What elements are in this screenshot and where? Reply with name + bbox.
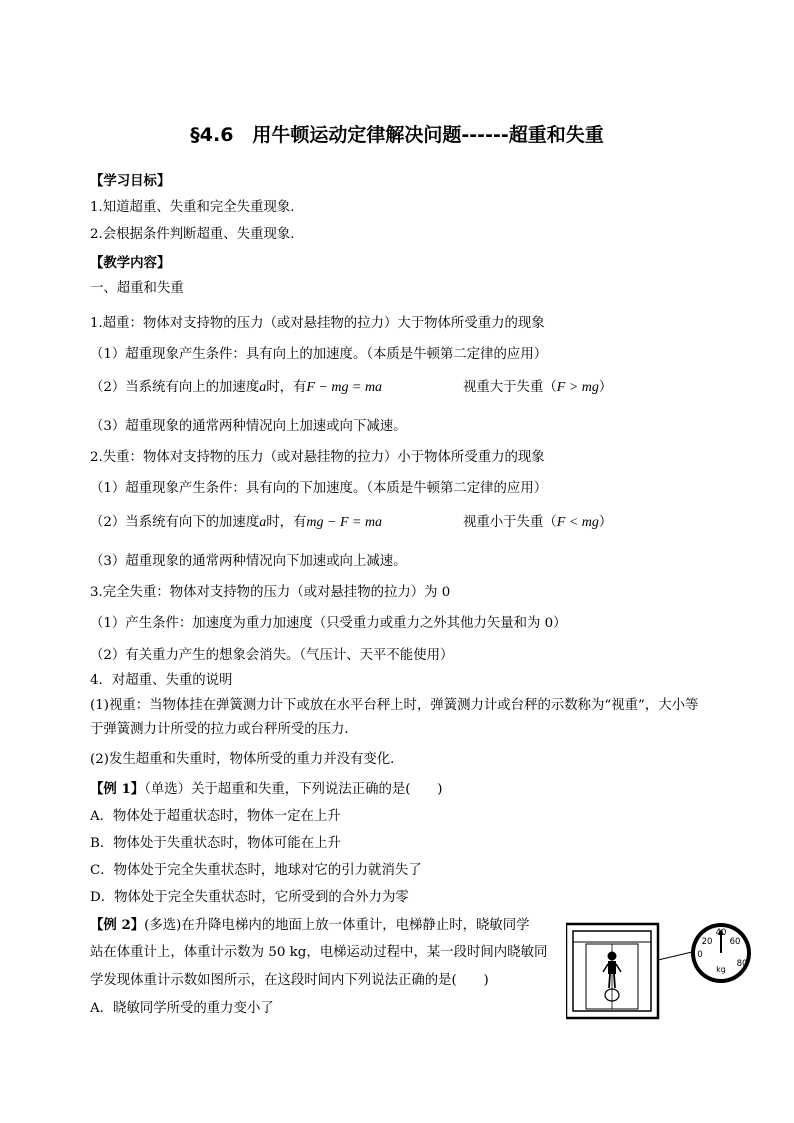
overweight-condition: （1）超重现象产生条件：具有向上的加速度。（本质是牛顿第二定律的应用） xyxy=(90,347,548,362)
text-fragment: 时，有 xyxy=(266,380,307,395)
underweight-formula-line xyxy=(90,514,382,532)
complete-weightless-definition: 3.完全失重：物体对支持物的压力（或对悬挂物的拉力）为 0 xyxy=(90,585,451,600)
example2-stem-line-1 xyxy=(90,916,530,935)
complete-weightless-condition: （1）产生条件：加速度为重力加速度（只受重力或重力之外其他力矢量和为 0） xyxy=(90,616,567,631)
example2-stem-line-2: 站在体重计上，体重计示数为 50 kg，电梯运动过程中，某一段时间内晓敏同 xyxy=(90,945,548,960)
text-fragment: （2）当系统有向上的加速度 xyxy=(90,380,260,395)
math-variable: a xyxy=(259,380,267,395)
example-label: 【例 1】 xyxy=(90,781,145,797)
callout-line xyxy=(658,952,692,960)
dial-tick-label: 60 xyxy=(729,937,741,947)
text-fragment: ） xyxy=(598,380,613,395)
explanation-heading: 4．对超重、失重的说明 xyxy=(90,673,233,688)
overweight-formula-line xyxy=(90,379,382,397)
example-stem: （单选）关于超重和失重，下列说法正确的是( ) xyxy=(144,782,443,797)
page-title: §4.6 用牛顿运动定律解决问题------超重和失重 xyxy=(190,124,604,146)
objectives-heading: 【学习目标】 xyxy=(90,173,171,189)
explanation-gravity: (2)发生超重和失重时，物体所受的重力并没有变化． xyxy=(90,752,404,767)
objective-item: 1.知道超重、失重和完全失重现象. xyxy=(90,200,295,215)
dial-unit-label: kg xyxy=(716,965,726,974)
math-formula: F − mg = ma xyxy=(306,380,383,395)
option-c: C．物体处于完全失重状态时，地球对它的引力就消失了 xyxy=(90,863,422,878)
example-label: 【例 2】 xyxy=(90,917,145,933)
option-b: B．物体处于失重状态时，物体可能在上升 xyxy=(90,836,341,851)
overweight-cases: （3）超重现象的通常两种情况向上加速或向下减速。 xyxy=(90,419,407,434)
math-formula: mg − F = ma xyxy=(306,515,383,530)
option-a: A．物体处于超重状态时，物体一定在上升 xyxy=(90,809,341,824)
math-formula: F < mg xyxy=(556,515,599,530)
overweight-note xyxy=(463,379,612,397)
example2-stem-line-3: 学发现体重计示数如图所示，在这段时间内下列说法正确的是( ) xyxy=(90,973,489,988)
text-fragment: 视重小于失重（ xyxy=(463,515,557,530)
complete-weightless-effect: （2）有关重力产生的想象会消失。（气压计、天平不能使用） xyxy=(90,648,454,663)
underweight-condition: （1）超重现象产生条件：具有向的下加速度。（本质是牛顿第二定律的应用） xyxy=(90,481,548,496)
dial-tick-label: 0 xyxy=(697,950,703,960)
math-variable: a xyxy=(259,515,267,530)
text-fragment: ） xyxy=(598,515,613,530)
content-heading: 【教学内容】 xyxy=(90,255,171,271)
example-stem: (多选)在升降电梯内的地面上放一体重计，电梯静止时，晓敏同学 xyxy=(144,918,530,933)
dial-tick-label: 20 xyxy=(701,937,713,947)
overweight-definition: 1.超重：物体对支持物的压力（或对悬挂物的拉力）大于物体所受重力的现象 xyxy=(90,316,545,331)
underweight-cases: （3）超重现象的通常两种情况向下加速或向上减速。 xyxy=(90,554,407,569)
explanation-apparent-weight: (1)视重：当物体挂在弹簧测力计下或放在水平台秤上时，弹簧测力计或台秤的示数称为“视重”，大小等于弹簧测力计所受的拉力或台秤所受的压力． xyxy=(90,698,699,737)
text-fragment: 时，有 xyxy=(266,515,307,530)
math-formula: F > mg xyxy=(556,380,599,395)
elevator-scale-figure xyxy=(566,922,786,1022)
text-fragment: 视重大于失重（ xyxy=(463,380,557,395)
example1-stem-line xyxy=(90,780,443,799)
objective-item: 2.会根据条件判断超重、失重现象. xyxy=(90,227,295,242)
underweight-definition: 2.失重：物体对支持物的压力（或对悬挂物的拉力）小于物体所受重力的现象 xyxy=(90,450,545,465)
section-heading: 一、超重和失重 xyxy=(90,281,184,296)
text-fragment: （2）当系统有向下的加速度 xyxy=(90,515,260,530)
example2-option-a: A．晓敏同学所受的重力变小了 xyxy=(90,1001,274,1016)
underweight-note xyxy=(463,514,612,532)
option-d: D．物体处于完全失重状态时，它所受到的合外力为零 xyxy=(90,890,409,905)
dial-tick-label: 80 xyxy=(736,959,748,969)
dial-tick-label: 40 xyxy=(715,928,727,938)
